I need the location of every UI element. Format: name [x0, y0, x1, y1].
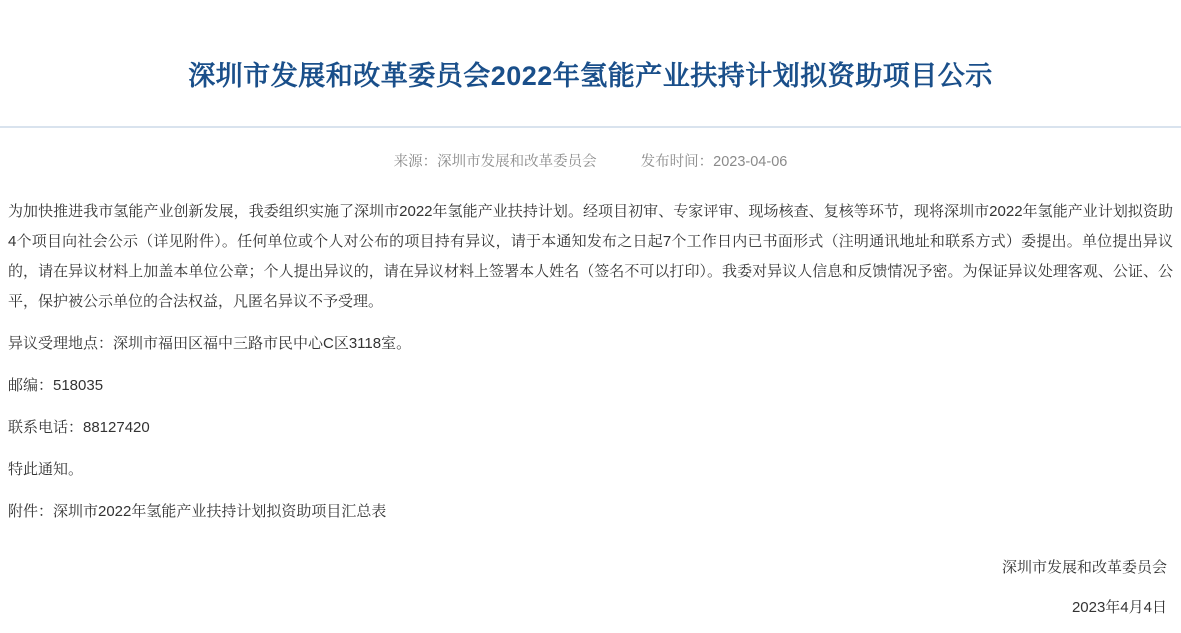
document-page — [0, 18, 1181, 633]
paragraph-address: 异议受理地点：深圳市福田区福中三路市民中心C区3118室。 — [8, 334, 412, 352]
paragraph-postcode: 邮编：518035 — [8, 376, 104, 394]
page-title: 深圳市发展和改革委员会2022年氢能产业扶持计划拟资助项目公示 — [188, 61, 993, 92]
paragraph-main: 为加快推进我市氢能产业创新发展，我委组织实施了深圳市2022年氢能产业扶持计划。经项目初审、专家评审、现场核查、复核等环节，现将深圳市2022年氢能产业计划拟资助4个项目向社会公示（详见附件）。任何单位或个人对公布的项目持有异议，请于本通知发布之日起7个工作日内已书面形式（注明通讯地址和联系方式）委提出。单位提出异议的，请在异议材料上加盖本单位公章；个人提出异议的，请在异议材料上签署本人姓名（签名不可以打印）。我委对异议人信息和反馈情况予密。为保证异议处理客观、公证、公平，保护被公示单位的合法权益，凡匿名异议不予受理。 — [8, 202, 1173, 310]
title-divider — [0, 126, 1181, 128]
paragraph-attachment: 附件：深圳市2022年氢能产业扶持计划拟资助项目汇总表 — [8, 502, 387, 520]
paragraph-notice: 特此通知。 — [8, 460, 84, 478]
paragraph-phone: 联系电话：88127420 — [8, 418, 150, 436]
publish-label-text: 发布时间： — [640, 153, 714, 170]
source-label-text: 来源： — [393, 153, 438, 170]
publish-time — [641, 150, 788, 171]
signature-block — [0, 553, 1181, 623]
document-body — [0, 197, 1181, 527]
publish-value: 2023-04-06 — [713, 153, 788, 170]
source-label — [394, 150, 597, 171]
signature-date: 2023年4月4日 — [1071, 598, 1167, 616]
signature-org: 深圳市发展和改革委员会 — [1001, 558, 1167, 576]
source-value: 深圳市发展和改革委员会 — [437, 153, 597, 170]
document-meta — [0, 150, 1181, 171]
